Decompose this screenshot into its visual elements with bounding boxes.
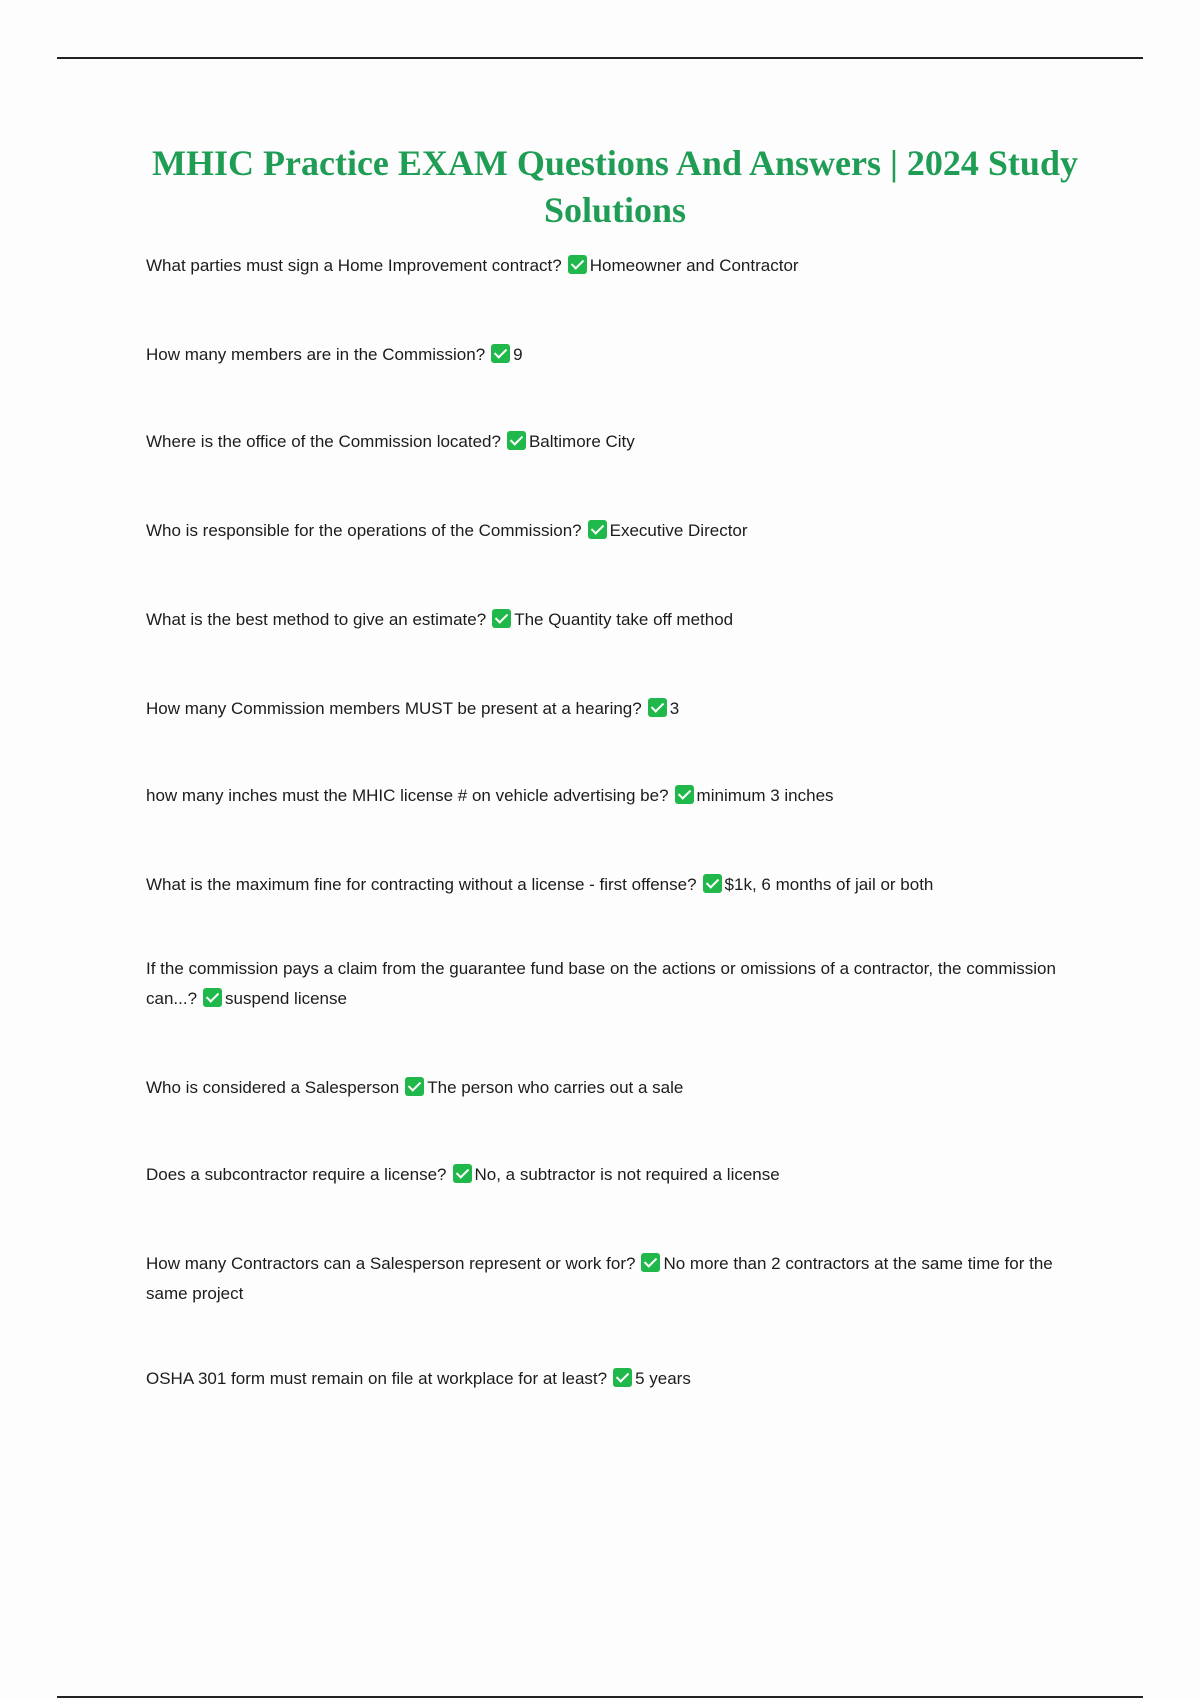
answer-text: minimum 3 inches bbox=[696, 786, 834, 805]
question-text: What is the best method to give an estimate? bbox=[146, 610, 487, 629]
qa-item bbox=[146, 870, 1086, 900]
answer-text: $1k, 6 months of jail or both bbox=[724, 875, 934, 894]
checkmark-icon bbox=[203, 988, 222, 1007]
qa-item bbox=[146, 516, 1086, 546]
checkmark-icon bbox=[568, 255, 587, 274]
page-title: MHIC Practice EXAM Questions And Answers | 2024 Study Solutions bbox=[152, 143, 1078, 230]
checkmark-icon bbox=[641, 1253, 660, 1272]
answer-text: 5 years bbox=[635, 1369, 691, 1388]
answer-text: 3 bbox=[669, 699, 680, 718]
qa-item bbox=[146, 1249, 1086, 1309]
qa-item bbox=[146, 1364, 1086, 1394]
answer-text: The person who carries out a sale bbox=[427, 1078, 684, 1097]
question-text: How many Commission members MUST be present at a hearing? bbox=[146, 699, 642, 718]
question-text: If the commission pays a claim from the guarantee fund base on the actions or omissions of a contractor, the commission can...? bbox=[146, 959, 1056, 1008]
answer-text: Executive Director bbox=[609, 521, 748, 540]
checkmark-icon bbox=[491, 344, 510, 363]
qa-item bbox=[146, 427, 1086, 457]
question-text: Does a subcontractor require a license? bbox=[146, 1165, 447, 1184]
question-text: Where is the office of the Commission located? bbox=[146, 432, 501, 451]
checkmark-icon bbox=[453, 1164, 472, 1183]
qa-item bbox=[146, 251, 1086, 281]
question-text: What parties must sign a Home Improvement contract? bbox=[146, 256, 562, 275]
qa-item bbox=[146, 1073, 1086, 1103]
checkmark-icon bbox=[588, 520, 607, 539]
qa-item bbox=[146, 954, 1086, 1014]
question-text: How many members are in the Commission? bbox=[146, 345, 486, 364]
answer-text: Homeowner and Contractor bbox=[589, 256, 799, 275]
answer-text: No, a subtractor is not required a license bbox=[474, 1165, 780, 1184]
checkmark-icon bbox=[675, 785, 694, 804]
answer-text: Baltimore City bbox=[528, 432, 635, 451]
qa-item bbox=[146, 694, 1086, 724]
answer-text: The Quantity take off method bbox=[514, 610, 734, 629]
question-text: OSHA 301 form must remain on file at workplace for at least? bbox=[146, 1369, 608, 1388]
checkmark-icon bbox=[648, 698, 667, 717]
question-text: What is the maximum fine for contracting without a license - first offense? bbox=[146, 875, 697, 894]
answer-text: No more than 2 contractors at the same time for the same project bbox=[146, 1254, 1053, 1303]
qa-item bbox=[146, 340, 1086, 370]
checkmark-icon bbox=[405, 1077, 424, 1096]
answer-text: 9 bbox=[513, 345, 523, 364]
question-text: Who is considered a Salesperson bbox=[146, 1078, 400, 1097]
checkmark-icon bbox=[703, 874, 722, 893]
qa-item bbox=[146, 1160, 1086, 1190]
checkmark-icon bbox=[492, 609, 511, 628]
top-rule bbox=[57, 57, 1143, 59]
bottom-rule bbox=[57, 1696, 1143, 1698]
answer-text: suspend license bbox=[225, 989, 347, 1008]
question-text: how many inches must the MHIC license # on vehicle advertising be? bbox=[146, 786, 669, 805]
question-text: Who is responsible for the operations of the Commission? bbox=[146, 521, 582, 540]
qa-item bbox=[146, 605, 1086, 635]
question-text: How many Contractors can a Salesperson represent or work for? bbox=[146, 1254, 636, 1273]
checkmark-icon bbox=[613, 1368, 632, 1387]
checkmark-icon bbox=[507, 431, 526, 450]
qa-item bbox=[146, 781, 1086, 811]
